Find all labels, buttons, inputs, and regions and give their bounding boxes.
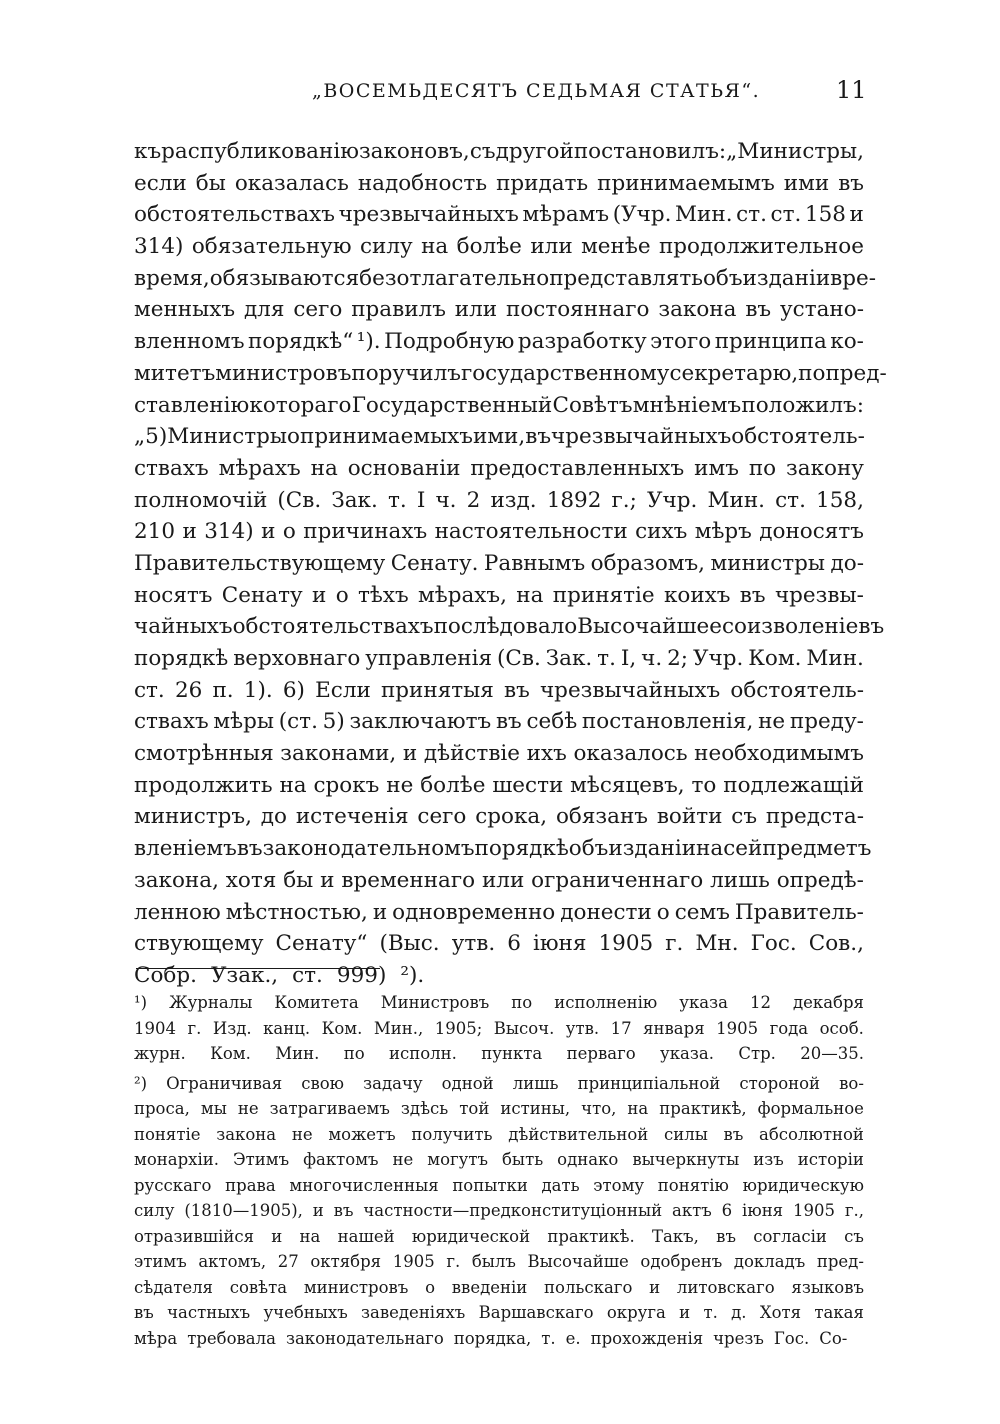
text-line: ствующему Сенату“ (Выс. утв. 6 іюня 1905 г. Мн. Гос. Сов., [134, 931, 864, 957]
text-line: Правительствующему Сенату. Равнымъ образомъ, министры до- [134, 550, 864, 576]
text-line: 210 и 314) и о причинахъ настоятельности сихъ мѣръ доносятъ [134, 519, 864, 545]
text-line: вленномъ порядкѣ“ ¹). Подробную разработку этого принципа ко- [134, 329, 864, 355]
footnote-line: ²) Ограничивая свою задачу одной лишь принципіальной стороной во- [134, 1073, 864, 1093]
footnote-line: ¹) Журналы Комитета Министровъ по исполненію указа 12 декабря [134, 993, 864, 1012]
footnote-line: мѣра требовала законодательнаго порядка, т. е. прохожденія чрезъ Гос. Со- [134, 1328, 848, 1348]
text-line: смотрѣнныя законами, и дѣйствіе ихъ оказалось необходимымъ [134, 741, 864, 767]
text-line: порядкѣ верховнаго управленія (Св. Зак. т. I, ч. 2; Учр. Ком. Мин. [134, 646, 864, 671]
text-line: ставленію котораго Государственный Совѣтъ мнѣніемъ положилъ: [134, 392, 864, 418]
text-line: „5) Министры о принимаемыхъ ими, въ чрезвычайныхъ обстоятель- [134, 424, 865, 450]
text-line: ленною мѣстностью, и одновременно донести о семъ Правитель- [134, 899, 864, 925]
footnote-line: отразившійся и на нашей юридической практикѣ. Такъ, въ согласіи съ [134, 1226, 864, 1246]
text-line: митетъ министровъ поручилъ государственному секретарю, по пред- [134, 360, 887, 386]
footnote-line: понятіе закона не можетъ получить дѣйствительной силы въ абсолютной [134, 1124, 864, 1144]
text-line: министръ, до истеченія сего срока, обязанъ войти съ предста- [134, 804, 864, 830]
text-line: закона, хотя бы и временнаго или ограниченнаго лишь опредѣ- [134, 867, 864, 893]
footnote-line: проса, мы не затрагиваемъ здѣсь той истины, что, на практикѣ, формальное [134, 1099, 864, 1118]
text-line: къ распубликованію законовъ, съ другой постановилъ: „Министры, [134, 139, 864, 164]
footnote-line: 1904 г. Изд. канц. Ком. Мин., 1905; Высоч. утв. 17 января 1905 года особ. [134, 1018, 864, 1038]
footnotes [134, 990, 864, 1351]
text-line: продолжить на срокъ не болѣе шести мѣсяцевъ, то подлежащій [134, 772, 864, 798]
text-line: чайныхъ обстоятельствахъ послѣдовало Высочайшее соизволеніе въ [134, 614, 885, 640]
page-number: 11 [836, 76, 867, 104]
footnote-line: силу (1810—1905), и въ частности—предконституціонный актъ 6 іюня 1905 г., [134, 1201, 864, 1220]
footnote-line: этимъ актомъ, 27 октября 1905 г. былъ Высочайше одобренъ докладъ пред- [134, 1252, 864, 1271]
text-line: ствахъ мѣры (ст. 5) заключаютъ въ себѣ постановленія, не преду- [134, 709, 864, 735]
text-line: Собр. Узак., ст. 999) ²). [134, 962, 425, 988]
footnote-line: журн. Ком. Мин. по исполн. пункта перваго указа. Стр. 20—35. [134, 1044, 864, 1063]
text-line: 314) обязательную силу на болѣе или менѣе продолжительное [134, 234, 864, 260]
text-line: полномочій (Св. Зак. т. I ч. 2 изд. 1892 г.; Учр. Мин. ст. 158, [134, 487, 864, 513]
footnote-separator [136, 968, 380, 969]
text-line: носятъ Сенату и о тѣхъ мѣрахъ, на принятіе коихъ въ чрезвы- [134, 582, 864, 608]
footnote-line: въ частныхъ учебныхъ заведеніяхъ Варшавскаго округа и т. д. Хотя такая [134, 1303, 864, 1322]
text-line: ствахъ мѣрахъ на основаніи предоставленныхъ имъ по закону [134, 455, 864, 481]
text-line: ст. 26 п. 1). 6) Если принятыя въ чрезвычайныхъ обстоятель- [134, 677, 864, 703]
main-text [134, 136, 887, 992]
text-line: менныхъ для сего правилъ или постояннаго закона въ устано- [134, 297, 864, 323]
text-line: вленіемъ въ законодательномъ порядкѣ объ изданіи на сей предметъ [134, 836, 872, 862]
running-title: „ВОСЕМЬДЕСЯТЪ СЕДЬМАЯ СТАТЬЯ“. [312, 80, 761, 102]
text-line: если бы оказалась надобность придать принимаемымъ ими въ [134, 170, 864, 196]
footnote-line: русскаго права многочисленныя попытки дать этому понятію юридическую [134, 1175, 864, 1195]
text-line: время, обязываются безотлагательно представлять объ изданіи вре- [134, 265, 877, 291]
page-header [0, 76, 1000, 110]
text-line: обстоятельствахъ чрезвычайныхъ мѣрамъ (Учр. Мин. ст. ст. 158 и [134, 202, 864, 228]
footnote-line: монархіи. Этимъ фактомъ не могутъ быть однако вычеркнуты изъ исторіи [134, 1150, 864, 1169]
footnote-line: сѣдателя совѣта министровъ о введеніи польскаго и литовскаго языковъ [134, 1277, 864, 1297]
